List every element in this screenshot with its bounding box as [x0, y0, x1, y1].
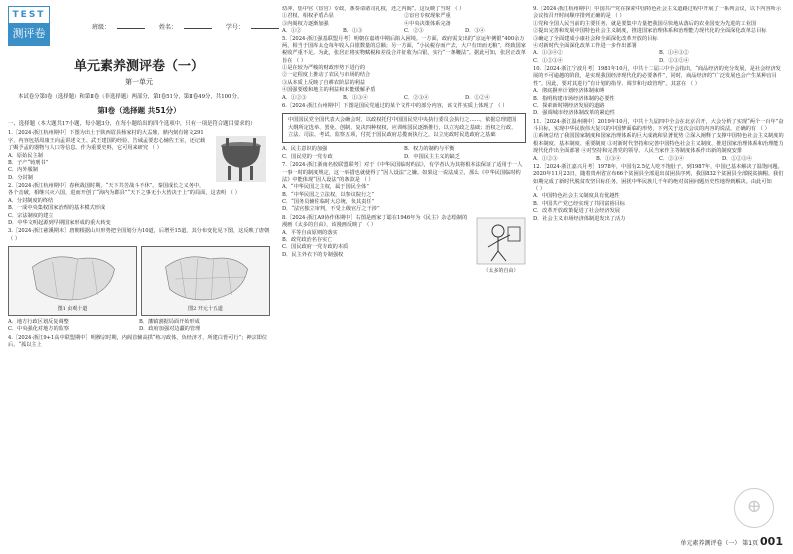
q10-stem: 10.［2024·浙江宁波月考］1981年10月，中共十二届三中全会指出，“商品经济的充分发展，是社会经济发展的不可逾越的阶段，是实现我国经济现代化的必要条件”，同时，商品经济的“广泛发展也会产生某种盲目性”。因此，要对其进行“有计划的指导、调节和行政管理”。其意在 — [533, 66, 781, 87]
q8-option-c[interactable]: C．国民政府一党专政的本质 — [282, 244, 349, 251]
q4-items — [282, 13, 526, 28]
q6-option-a[interactable]: A．民主意识的加强 — [282, 146, 328, 153]
q1-option-d[interactable]: D．分封制 — [8, 174, 33, 181]
q4-stem-cont: 幼冲，惩中官（宦官）专政，条奏请诸司礼权，还之内阁”。这反映了当时 — [282, 6, 451, 12]
id-label: 学号： — [225, 24, 244, 31]
q12-option-c[interactable]: C．改革开放政策促进了社会经济发展 — [533, 208, 620, 215]
q4-answer-blank[interactable]: （ ） — [452, 6, 465, 12]
question-10 — [533, 66, 785, 118]
question-3 — [8, 228, 270, 334]
name-line — [184, 28, 212, 29]
section-heading: 第Ⅰ卷（选择题 共51分） — [97, 106, 181, 116]
q7-stem: 7.［2024·浙江浙南名校联盟联考］对于《中华民国临时约法》，有学者认为其将根本法保证了适用于一人一事一时的制度规定，这一举措也就使得了“因人设法”之嫌。如果这一说法成立，那么《中华民国临时约法》中能体现“因人设法”的条款是 — [282, 162, 523, 183]
question-2 — [8, 183, 270, 227]
q3-option-c[interactable]: C．中央强化对地方的监察 — [8, 326, 70, 333]
q4-item-3: ③内阁权力逐渐加强 — [282, 20, 329, 27]
q11-options — [533, 156, 785, 163]
tang-map-2 — [141, 246, 270, 316]
q9-option-d[interactable]: D．①③②④ — [659, 57, 690, 64]
q1-stem: 1.［2024·浙江杭州期中］下图为出土于陕西眉县杨家村的大盂鼎，鼎内刻有铭文291字，内容包括周康王向孟讲述文王、武王建国的经验，告诫孟要忠心辅佐王室，还记载了赐予孟的器物与人口等信息。作为重要史料，它可用来研究 — [8, 130, 206, 152]
q3-stem: 3.［2024·浙江慈溪期末］唐朝根据山川形势把全国划分为10道，后增至15道，其分布变化见下图，这反映了唐朝 — [8, 228, 270, 235]
tang-map-1 — [8, 246, 137, 316]
q1-option-c[interactable]: C．内外服制 — [8, 167, 38, 174]
name-field[interactable] — [159, 24, 218, 31]
q4-item-1: ①君权、相权矛盾凸显 — [282, 13, 334, 20]
q5-stem: 5.［2024·浙江强基联盟月考］明朝在嘉靖中期后陷入困境。一方面，政府需支出的“京运年例银”400余万两，相当于国库太仓每年收入白银数量的总额；另一方面，“小民税存而产去，大户有田而无粮”，终致国家税收严重不足。为此，张居正将实物赋税和差役合并征收为白银，实行“一条鞭法”。据此可知，张居正改革旨在 — [282, 35, 526, 64]
exam-title: 单元素养测评卷（一） — [73, 59, 204, 74]
question-5 — [282, 36, 526, 102]
q12-answer-blank[interactable]: （ ） — [533, 186, 546, 192]
q4-option-a[interactable]: A．①② — [282, 28, 302, 35]
exam-subtitle: 第一单元 — [125, 78, 153, 87]
column-1 — [8, 52, 270, 351]
q5-answer-blank[interactable]: （ ） — [294, 57, 307, 64]
question-6 — [282, 103, 526, 161]
q9-item-2: ②提出完善和发展中国特色社会主义制度，推进国家治理体系和治理能力现代化的全面深化改革总目标 — [533, 28, 767, 35]
q9-answer-blank[interactable]: （ ） — [612, 13, 625, 20]
q8-option-a[interactable]: A．平等自由原则的落实 — [282, 229, 338, 236]
question-4 — [8, 335, 270, 350]
id-field[interactable] — [226, 24, 285, 31]
q6-quote-box: 中国国民党全国代表大会确会时，以政权托付中国国民党中央执行委员会执行之……，依据总理建国大纲所定选举、罢免、创制、复决四种权权，应训练国民逐渐推行，以立宪政之基础；治权之行政、立法、司法、考试、监察五项，付托于国民政府总揽而执行之，以立宪政时民选政府之基础 — [282, 113, 526, 143]
q9-option-a[interactable]: A．①③④② — [533, 50, 563, 57]
q11-answer-blank[interactable]: （ ） — [757, 126, 770, 132]
q6-option-b[interactable]: B．权力的制约与平衡 — [404, 146, 455, 153]
q1-option-b[interactable]: B．子产“铸刑书” — [8, 159, 49, 166]
q5-option-c[interactable]: C．②③④ — [404, 94, 429, 101]
q6-answer-blank[interactable]: （ ） — [495, 102, 508, 109]
q5-item-3: ③从本质上反映了自耕农阶层的利益 — [282, 79, 366, 86]
footer-title: 单元素养测评卷（一） — [680, 540, 741, 548]
student-fields — [92, 24, 291, 33]
q11-option-b[interactable]: B．①③④ — [596, 155, 621, 162]
q7-option-d[interactable]: D．“法官独立审判，不受上级官厅之干涉” — [282, 206, 380, 213]
class-field[interactable] — [92, 24, 151, 31]
q3-option-b[interactable]: B．藩镇割据局面开始形成 — [139, 319, 200, 325]
q2-option-d[interactable]: D．中华文明起源到早期国家形成的重大转变 — [8, 219, 111, 226]
column-2 — [282, 6, 526, 277]
map-1-caption: 图1 贞观十道 — [57, 305, 88, 312]
q8-cartoon — [476, 217, 526, 275]
cartoon-caption: （太多的自由） — [483, 268, 519, 275]
q4-option-d[interactable]: D．③④ — [465, 28, 485, 35]
q3-maps — [8, 246, 270, 316]
question-1 — [8, 130, 270, 182]
question-11 — [533, 119, 785, 163]
q5-option-d[interactable]: D．①②④ — [465, 94, 490, 101]
id-line — [251, 28, 279, 29]
q8-option-d[interactable]: D．民主外衣下的专制强权 — [282, 251, 344, 258]
q8-answer-blank[interactable]: （ ） — [364, 222, 377, 229]
q4-stem: 4.［2024·浙江9+1高中联盟期中］明穆宗时期，内阁首辅高拱“练习政体，负经济才，所建白皆可行”；神宗即位后，“孤以主上 — [8, 334, 268, 349]
q2-answer-blank[interactable]: （ ） — [227, 190, 240, 197]
cartoon-icon — [476, 217, 526, 265]
q10-option-c[interactable]: C．探索新时期经济发展的道路 — [533, 102, 605, 109]
bronze-vessel-icon — [212, 132, 270, 186]
q2-stem: 2.［2024·浙江杭州期中］春秋战国时期，“天下共苦战斗不休”。秦国成长之义务中，各个击破，相继兴灭六国，进而开创了“海内为郡县”“天下之事无小大皆决于上”的局面，这表明 — [8, 183, 227, 197]
q10-option-d[interactable]: D．强调城市经济体制改革的紧迫性 — [533, 110, 615, 117]
logo-test-text: TEST — [9, 7, 49, 23]
watermark-stamp-icon: ⊕ — [734, 488, 774, 528]
q9-stem: 9.［2024·浙江杭州期中］中国共产党在探索中国特色社会主义道路过程中开展了一系列会议，以下内容所示会议按召开时间顺序排列正确的是 — [533, 6, 782, 20]
q10-option-b[interactable]: B．指明构建市场经济体制的必要性 — [533, 95, 615, 102]
question-7 — [282, 162, 526, 214]
q7-option-c[interactable]: C．“国务员辅佐临时大总统，负其责任” — [282, 199, 375, 205]
q11-stem: 11.［2024·浙江温州期中］2019年10月，中共十九届四中全会在北京召开，大会分析了实现“两个一百年”奋斗目标，实现中华民族伟大复兴的中国梦面临的形势，下列关于这次会议的内容的说法，正确的有 — [533, 118, 784, 132]
q4-item-4: ④中央决策体系完备 — [404, 20, 451, 27]
q4-option-c[interactable]: C．②③ — [404, 28, 424, 35]
q5-item-1: ①是在较为严峻的财政形势下进行的 — [282, 65, 366, 71]
q11-option-a[interactable]: A．①②③ — [533, 155, 558, 162]
section-instructions: 一、选择题（本大题共17小题，每小题3分，在每小题给出的四个选项中，只有一项是符合题目要求的） — [8, 120, 256, 127]
q9-item-1: ①党和全国人民当前的主要任务，就是要集中力量把我国尽快地从落后的农业国变为先进的工业国 — [533, 20, 757, 27]
q5-item-2: ②一定程度上推动了农民与市场的结合 — [282, 72, 371, 79]
q6-stem: 6.［2024·浙江台州期中］下图是国民党通过的某个文件中的部分内容，该文件实质上体现了 — [282, 102, 494, 109]
logo-title-text: 测评卷 — [9, 23, 49, 45]
q4-item-2: ②宦官专权现象严重 — [404, 13, 451, 20]
q3-option-a[interactable]: A．地方行政区划反复调整 — [8, 319, 69, 325]
q6-option-c[interactable]: C．国民党的一党专政 — [282, 153, 333, 160]
q8-stem: 8.［2024·浙江A9协作体期中］右图是画家丁聪在1946年为《民主》杂志绘制的漫画《太多的自由》，该漫画反映了 — [282, 214, 468, 229]
q12-option-d[interactable]: D．社会主义市场经济体制进发出了活力 — [533, 215, 626, 222]
q12-option-b[interactable]: B．中国共产党已经实现了共同富裕目标 — [533, 200, 625, 207]
map-2-caption: 图2 开元十五道 — [188, 305, 223, 312]
q9-option-c[interactable]: C．①②③④ — [533, 57, 563, 64]
q9-item-4: ④对新时代全面深化改革工作进一步作出部署 — [533, 42, 637, 49]
q10-answer-blank[interactable]: （ ） — [687, 80, 700, 87]
q7-option-a[interactable]: A．“中华民国之主权，属于国民全体” — [282, 184, 369, 191]
class-line — [117, 28, 145, 29]
q9-options — [533, 50, 785, 65]
page-footer — [680, 534, 783, 550]
q5-option-b[interactable]: B．①③④ — [343, 94, 368, 101]
q4-option-b[interactable]: B．①③ — [343, 28, 363, 35]
question-8 — [282, 214, 526, 275]
q5-options — [282, 95, 526, 102]
q2-option-c[interactable]: C．宗法制度的建立 — [8, 212, 54, 219]
exam-intro: 本试卷分第Ⅰ卷（选择题）和第Ⅱ卷（非选择题）两部分，第Ⅰ卷51分，第Ⅱ卷49分，共100分。 — [18, 94, 243, 101]
test-logo — [8, 6, 50, 46]
q11-option-c[interactable]: C．②③④ — [659, 155, 684, 162]
q1-option-a[interactable]: A．原始民主制 — [8, 152, 43, 159]
q3-option-d[interactable]: D．政府加强对边疆的管理 — [139, 326, 201, 333]
map-1-icon — [9, 247, 136, 307]
name-label: 姓名： — [158, 24, 177, 31]
q2-option-b[interactable]: B．一成中央集权国家治理的基本模式形成 — [8, 205, 106, 212]
q7-answer-blank[interactable]: （ ） — [361, 176, 374, 183]
q7-option-b[interactable]: B．“中华民国之立法权，以参议院行之” — [282, 191, 375, 198]
question-12 — [533, 164, 785, 223]
footer-page-number: 001 — [760, 535, 783, 549]
q11-items: ①系统总结了我国国家制度和国家治理体系的巨大成就和显著优势 ②深入阐释了支撑中国特色社会主义制度的根本制度、基本制度、重要制度 ③对新时代坚持和完善中国特色社会主义制度、推进国家治理体系和治理能力现代化作出全面部署 ④对坚持和完善党的领导、人民当家作主等制度体系作出新的制度安排 — [533, 133, 784, 155]
q5-item-4: ④国强要缓和地主的利益和未能缓解矛盾 — [282, 87, 376, 94]
q10-option-a[interactable]: A．彻底摒弃计划经济体制束缚 — [533, 88, 605, 95]
q9-option-b[interactable]: B．①④③② — [659, 50, 689, 57]
q1-answer-blank[interactable]: （ ） — [149, 145, 162, 152]
question-9 — [533, 6, 785, 65]
q8-option-b[interactable]: B．政党政治名存实亡 — [282, 236, 333, 243]
q6-option-d[interactable]: D．中国民主主义的缺乏 — [404, 153, 461, 160]
q9-item-3: ③确定了全面建成小康社会和全面深化改革开放的目标 — [533, 35, 658, 42]
q4-options — [282, 28, 526, 35]
q2-option-a[interactable]: A．分封制度的终结 — [8, 197, 54, 204]
q12-option-a[interactable]: A．中国特色社会主义制度具有优越性 — [533, 193, 620, 200]
column-3 — [533, 6, 785, 224]
map-2-icon — [142, 247, 269, 307]
q3-options — [8, 319, 270, 334]
footer-page-label: 第1页 — [742, 540, 759, 548]
q5-option-a[interactable]: A．①②③ — [282, 94, 307, 101]
q11-option-d[interactable]: D．①②③④ — [722, 155, 753, 162]
q3-answer-blank[interactable]: （ ） — [8, 235, 21, 242]
class-label: 班级： — [92, 24, 111, 31]
q12-stem: 12.［2024·浙江嘉兴月考］1978年，中国有2.5亿人吃不饱肚子。到1987年，中国已基本解决了温饱问题。2020年11月23日，随着贵州省宣布66个贫困县全部退出贫困县序列，我国832个贫困县全部脱贫摘帽。我们如期完成了新时代脱贫攻坚目标任务，困扰中华民族几千年的绝对贫困问题历史性地得到解决。由此可知 — [533, 163, 784, 185]
q6-options — [282, 146, 526, 161]
